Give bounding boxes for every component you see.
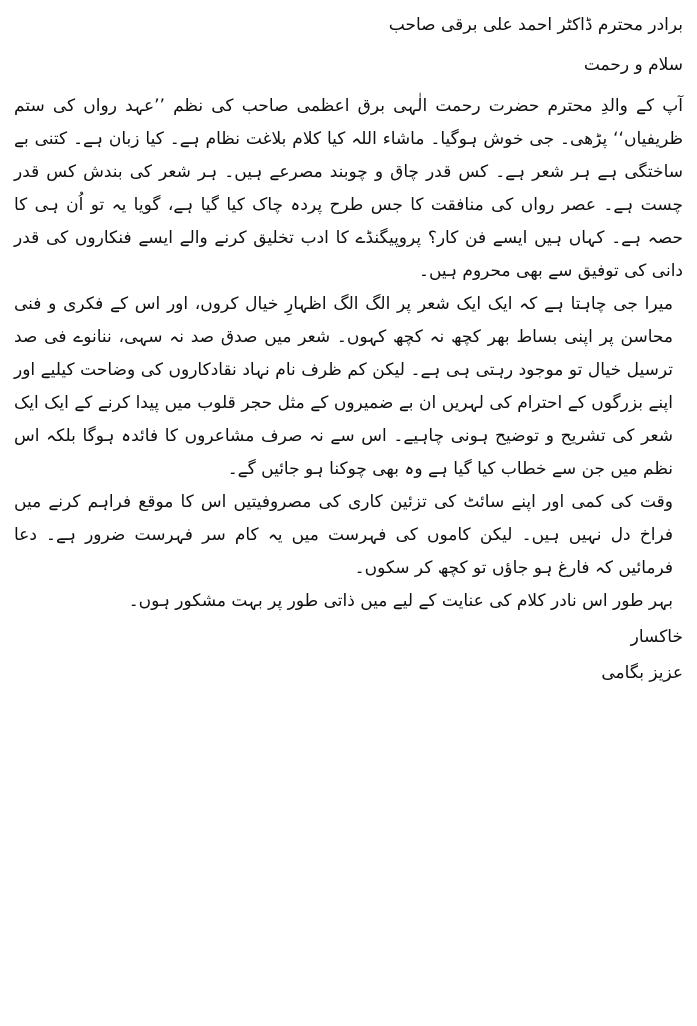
letter-closing: خاکسار [630, 627, 683, 647]
paragraph-thanks: بہر طور اس نادر کلام کی عنایت کے لیے میں ذاتی طور پر بہت مشکور ہوں۔ [128, 591, 673, 611]
letter-address: برادر محترم ڈاکٹر احمد علی برقی صاحب [388, 15, 683, 35]
paragraph-time-constraint: وقت کی کمی اور اپنے سائٹ کی تزئین کاری کی مصروفیتیں اس کا موقع فراہم کرنے میں فراخ دل نہیں ہیں۔ لیکن کاموں کی فہرست میں یہ کام سر فہرست ضرور ہے۔ دعا فرمائیں کہ فارغ ہو جاؤں تو کچھ کر سکوں۔ [14, 492, 673, 578]
letter-greeting: سلام و رحمت [583, 55, 683, 75]
letter-signature: عزیز بگامی [601, 663, 683, 683]
paragraph-praise: آپ کے والدِ محترم حضرت رحمت الٰہی برق اعظمی صاحب کی نظم ’’عہد رواں کی ستم ظریفیاں‘‘ پڑھی۔ جی خوش ہوگیا۔ ماشاء اللہ کیا کلام بلاغت نظام ہے۔ کیا زبان ہے۔ کتنی بے ساختگی ہے ہر شعر ہے۔ کس قدر چاق و چوبند مصرعے ہیں۔ ہر شعر کی بندش کس قدر چست ہے۔ عصر رواں کی منافقت کا جس طرح پردہ چاک کیا گیا ہے، گویا یہ تو اُن ہی کا حصہ ہے۔ کہاں ہیں ایسے فن کار؟ پروپیگنڈے کا ادب تخلیق کرنے والے ایسے فنکاروں کی قدر دانی کی توفیق سے بھی محروم ہیں۔ [14, 96, 683, 281]
paragraph-commentary-wish: میرا جی چاہتا ہے کہ ایک ایک شعر پر الگ الگ اظہارِ خیال کروں، اور اس کے فکری و فنی محاسن پر اپنی بساط بھر کچھ نہ کچھ کہوں۔ شعر میں صدق صد نہ سہی، ننانوے فی صد ترسیل خیال تو موجود رہتی ہی ہے۔ لیکن کم ظرف نام نہاد نقادکاروں کی وضاحت کیلیے اور اپنے بزرگوں کے احترام کی لہریں ان بے ضمیروں کے مثل حجر قلوب میں پیدا کرنے کے ایک ایک شعر کی تشریح و توضیح ہونی چاہیے۔ اس سے نہ صرف مشاعروں کا فائدہ ہوگا بلکہ اس نظم میں جن سے خطاب کیا گیا ہے وہ بھی چوکنا ہو جائیں گے۔ [14, 294, 673, 479]
